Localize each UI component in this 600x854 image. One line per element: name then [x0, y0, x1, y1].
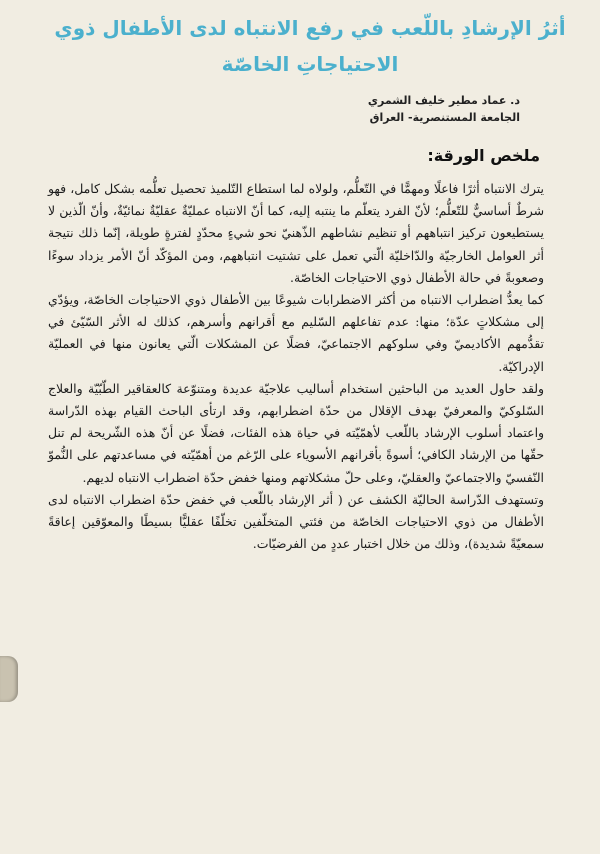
page-edge-tab	[0, 656, 18, 702]
title-line-1: أثرُ الإرشادِ باللّعب في رفع الانتباه لدى الأطفال ذوي	[54, 16, 566, 40]
author-affiliation: الجامعة المستنصرية- العراق	[369, 111, 520, 124]
abstract-paragraph-3: ولقد حاول العديد من الباحثين استخدام أساليب علاجيّة عديدة ومتنوّعة كالعقاقير الطّبّيّة والعلاج السّلوكيّ والمعرفيّ بهدف الإقلال من حدّة اضطرابهم، وقد ارتأى الباحث القيام بهذه الدّراسة واعتماد أسلوب الإرشاد باللّعب لأهمّيّته في حياة هذه الفئات، فضلًا عن أنّ هذه الشّريحة لم تنل حقّها من الإرشاد الكافي؛ أسوةً بأقرانهم الأسوياء على الرّغم من أهمّيّته في مساعدتهم على النُّموّ النّفسيّ والاجتماعيّ والعقليّ، وعلى حلّ مشكلاتهم ومنها خفض حدّة اضطراب الانتباه لديهم.	[48, 380, 544, 485]
author-block	[100, 92, 520, 126]
abstract-paragraph-1: يترك الانتباه أثرًا فاعلًا ومهمًّا في التّعلُّم، ولولاه لما استطاع التّلميذ تحصيل تعلُّمه بشكل كامل، فهو شرطٌ أساسيٌّ للتّعلُّم؛ لأنّ الفرد يتعلّم ما ينتبه إليه، كما أنّ الانتباه عمليّةٌ عقليّةٌ نمائيّةٌ، وأنّ الّذين لا يستطيعون تركيز انتباههم أو تنظيم نشاطهم الذّهنيّ نحو شيءٍ محدّدٍ لفترةٍ طويلة، إنّما ذلك نتيجة أثر العوامل الخارجيّة والدّاخليّة الّتي تعمل على تشتيت انتباههم، ومن المؤكّد أنّ الأمر يزداد سوءًا وصعوبةً في حالة الأطفال ذوي الاحتياجات الخاصّة.	[48, 181, 544, 285]
author-name: د. عماد مطير خليف الشمري	[367, 94, 520, 107]
paper-title	[40, 10, 580, 82]
abstract-body	[48, 178, 544, 555]
abstract-paragraph-2: كما يعدُّ اضطراب الانتباه من أكثر الاضطرابات شيوعًا بين الأطفال ذوي الاحتياجات الخاصّة، ويؤدّي إلى مشكلاتٍ عدّة؛ منها: عدم تفاعلهم السّليم مع أقرانهم وأسرهم، كذلك له الأثر السّيّئ في تقدُّمهم الأكاديميّ وفي سلوكهم الاجتماعيّ، فضلًا عن المشكلات الّتي يعانون منها في العمليّة الإدراكيّة.	[48, 292, 544, 374]
abstract-paragraph-4: وتستهدف الدّراسة الحاليّة الكشف عن ( أثر الإرشاد باللّعب في خفض حدّة اضطراب الانتباه لدى الأطفال من ذوي الاحتياجات الخاصّة من فئتي المتخلّفين تخلّفًا عقليًّا بسيطًا والمعوّقين إعاقةً سمعيّةً شديدة)، وذلك من خلال اختبار عددٍ من الفرضيّات.	[48, 491, 544, 552]
title-line-2: الاحتياجاتِ الخاصّة	[221, 52, 399, 76]
abstract-heading: ملخص الورقة:	[427, 146, 540, 165]
